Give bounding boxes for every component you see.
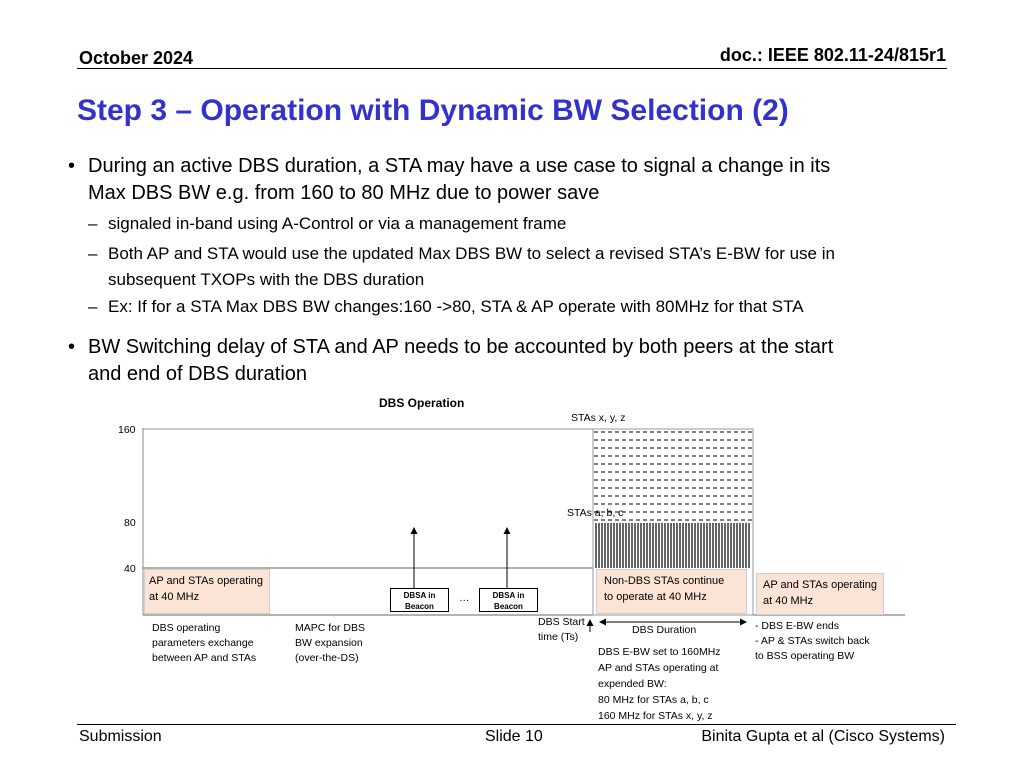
sub-bullet-2-line2: subsequent TXOPs with the DBS duration <box>108 270 425 289</box>
bullet-dot: • <box>68 155 76 177</box>
box-non-dbs-line2: to operate at 40 MHz <box>604 591 707 603</box>
dash: – <box>88 214 98 233</box>
footer-rule <box>77 724 956 725</box>
note-params-exchange <box>152 621 256 666</box>
note-ebw-line4: 80 MHz for STAs a, b, c <box>598 694 709 706</box>
box-final-line1: AP and STAs operating <box>763 579 877 591</box>
sub-bullet-1-text: signaled in-band using A-Control or via a management frame <box>108 214 567 233</box>
note-ebw <box>598 644 721 724</box>
dbsa-2-line1: DBSA in <box>492 591 525 600</box>
note-params-line2: parameters exchange <box>152 637 254 649</box>
box-final-line2: at 40 MHz <box>763 595 814 607</box>
note-mapc-line2: BW expansion <box>295 637 363 649</box>
dbsa-beacon-1 <box>390 588 449 612</box>
sub-bullet-2-line1: Both AP and STA would use the updated Max DBS BW to select a revised STA’s E-BW for use in <box>108 244 835 263</box>
diagram-title: DBS Operation <box>379 396 465 410</box>
bullet-2-line2: and end of DBS duration <box>88 363 308 385</box>
note-end-line3: to BSS operating BW <box>755 650 855 662</box>
bullet-1-line1: During an active DBS duration, a STA may have a use case to signal a change in its <box>88 155 831 177</box>
note-dbs-end <box>755 619 870 664</box>
y-tick-40: 40 <box>124 563 136 575</box>
striped-fill-abc <box>596 523 749 568</box>
footer-author: Binita Gupta et al (Cisco Systems) <box>701 728 945 745</box>
dash: – <box>88 244 98 263</box>
note-ebw-line3: expended BW: <box>598 678 667 690</box>
note-start-line2: time (Ts) <box>538 631 579 643</box>
note-mapc-line1: MAPC for DBS <box>295 622 366 634</box>
note-mapc-line3: (over-the-DS) <box>295 652 359 664</box>
note-dbs-start <box>538 615 585 645</box>
note-start-line1: DBS Start <box>538 616 585 628</box>
note-ebw-line5: 160 MHz for STAs x, y, z <box>598 710 713 722</box>
note-ebw-line1: DBS E-BW set to 160MHz <box>598 646 721 658</box>
label-stas-abc: STAs a, b, c <box>567 507 624 519</box>
dbsa-beacon-2 <box>479 588 538 612</box>
ellipsis: … <box>459 592 470 604</box>
sub-bullet-3-text: Ex: If for a STA Max DBS BW changes:160 ->80, STA & AP operate with 80MHz for that STA <box>108 297 804 316</box>
header-date: October 2024 <box>79 48 194 68</box>
note-params-line3: between AP and STAs <box>152 652 257 664</box>
slide-title: Step 3 – Operation with Dynamic BW Selection (2) <box>77 94 789 127</box>
bullet-1-line2: Max DBS BW e.g. from 160 to 80 MHz due to power save <box>88 182 600 204</box>
note-mapc <box>295 621 365 666</box>
note-end-line1: - DBS E-BW ends <box>755 620 840 632</box>
note-dbs-duration: DBS Duration <box>632 624 697 636</box>
y-tick-160: 160 <box>118 424 136 436</box>
note-params-line1: DBS operating <box>152 622 221 634</box>
bullet-2-line1: BW Switching delay of STA and AP needs to be accounted by both peers at the start <box>88 336 834 358</box>
box-non-dbs-stas <box>596 569 747 614</box>
y-tick-80: 80 <box>124 517 136 529</box>
header-doc-id: doc.: IEEE 802.11-24/815r1 <box>719 45 946 65</box>
dbsa-2-line2: Beacon <box>494 602 523 611</box>
box-initial-line1: AP and STAs operating <box>149 575 263 587</box>
box-non-dbs-line1: Non-DBS STAs continue <box>604 575 725 587</box>
box-initial-40mhz <box>144 569 270 614</box>
note-end-line2: - AP & STAs switch back <box>755 635 870 647</box>
dbsa-1-line2: Beacon <box>405 602 434 611</box>
box-initial-line2: at 40 MHz <box>149 591 200 603</box>
box-final-40mhz <box>756 573 884 615</box>
footer-submission: Submission <box>79 728 162 745</box>
label-stas-xyz: STAs x, y, z <box>571 412 626 424</box>
bullet-dot: • <box>68 336 76 358</box>
footer-slide-number: Slide 10 <box>485 728 543 745</box>
note-ebw-line2: AP and STAs operating at <box>598 662 719 674</box>
dash: – <box>88 297 98 316</box>
dbsa-1-line1: DBSA in <box>403 591 436 600</box>
